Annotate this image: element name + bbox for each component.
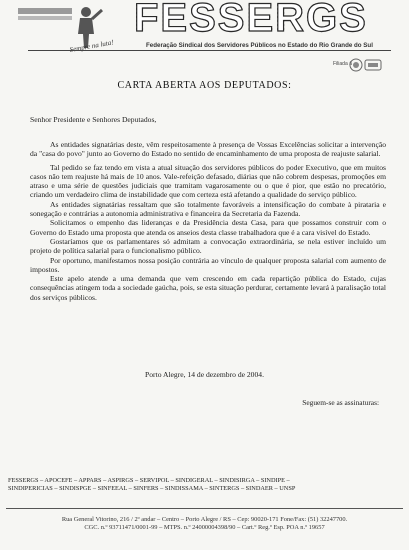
paragraph-7: Este apelo atende a uma demanda que vem crescendo em cada repartição pública do Estado, cujas consequências atingem toda a sociedade gaúcha, pois, se esta situação perdurar, certamente levará à paralisação total dos serviços públicos. (30, 274, 386, 302)
paragraph-1: As entidades signatárias deste, vêm respeitosamente à presença de Vossas Excelências solicitar a intervenção da "casa do povo" junto ao Governo do Estado no sentido de encaminhamento de uma proposta de reajuste salarial. (30, 140, 386, 159)
paragraph-5: Gostaríamos que os parlamentares só admitam a convocação extraordinária, se nela estiver incluído um projeto de política salarial para o funcionalismo público. (30, 236, 386, 256)
brand-block (130, 0, 390, 40)
footer-divider (6, 508, 403, 509)
federation-name: Federação Sindical dos Servidores Públicos no Estado do Rio Grande do Sul (146, 42, 373, 49)
paragraph-6: Por oportuno, manifestamos nossa posição contrária ao vínculo de qualquer proposta salarial com aumento de impostos. (30, 255, 386, 274)
signatures-intro: Seguem-se as assinaturas: (302, 398, 379, 407)
paragraph-3: As entidades signatárias ressaltam que são totalmente favoráveis a intensificação do combate à pirataria e sonegação e contrárias a autonomia administrativa e financeira da Secretaria da Fazenda. (30, 199, 386, 219)
paragraph-2: Tal pedido se faz tendo em vista a atual situação dos servidores públicos do poder Executivo, que em muitos casos não tem reajuste há mais de 10 anos. Vale-refeição defasado, diárias que não cobrem despesas, promoções em atraso e uma série de questões judiciais que tramitam vagarosamente ou o que é pior, que estão no precatório, criando um verdadeiro clima de instabilidade que com certeza está afetando a qualidade do serviço público. (30, 162, 386, 200)
filiada-label: Filiada à (333, 61, 352, 67)
salutation: Senhor Presidente e Senhores Deputados, (30, 115, 157, 124)
brand-name: FESSERGS (134, 0, 368, 41)
entities-line-2: SINDIPERICIAS – SINDISPGE – SINFEEAL – SINFERS – SINDISSAMA – SINTERGS – SINDAER – UNSP (8, 485, 296, 493)
address-line-1: Rua General Vitorino, 216 / 2º andar – Centro – Porto Alegre / RS – Cep: 90020-171 Fone/Fax: (51) 32247700. (61, 516, 348, 523)
header-divider (28, 50, 391, 51)
paragraph-4: Solicitamos o empenho das lideranças e da Presidência desta Casa, para que possamos construir com o Governo do Estado uma proposta que atenda os anseios desta classe trabalhadora que é a cara visível do Estado. (30, 218, 386, 237)
affiliation-seals (349, 58, 383, 72)
letter-title: CARTA ABERTA AOS DEPUTADOS: (117, 80, 292, 91)
letter-date: Porto Alegre, 14 de dezembro de 2004. (145, 370, 264, 379)
signatory-entities (8, 477, 402, 494)
letter-body (30, 140, 386, 302)
address-line-2: CGC. n.º 93711471/0001-99 – MTPS. n.º 24000004398/90 – Cart.º Reg.º Esp. POA n.º 19657 (84, 524, 325, 532)
fessergs-logo (10, 4, 130, 54)
slogan-text: Sempre na luta! (68, 38, 115, 54)
entities-line-1: FESSERGS – APOCEFE – APPARS – ASPIRGS – SERVIPOL – SINDIGERAL – SINDISIRGA – SINDIPE – (8, 477, 290, 484)
footer-address (0, 516, 409, 532)
